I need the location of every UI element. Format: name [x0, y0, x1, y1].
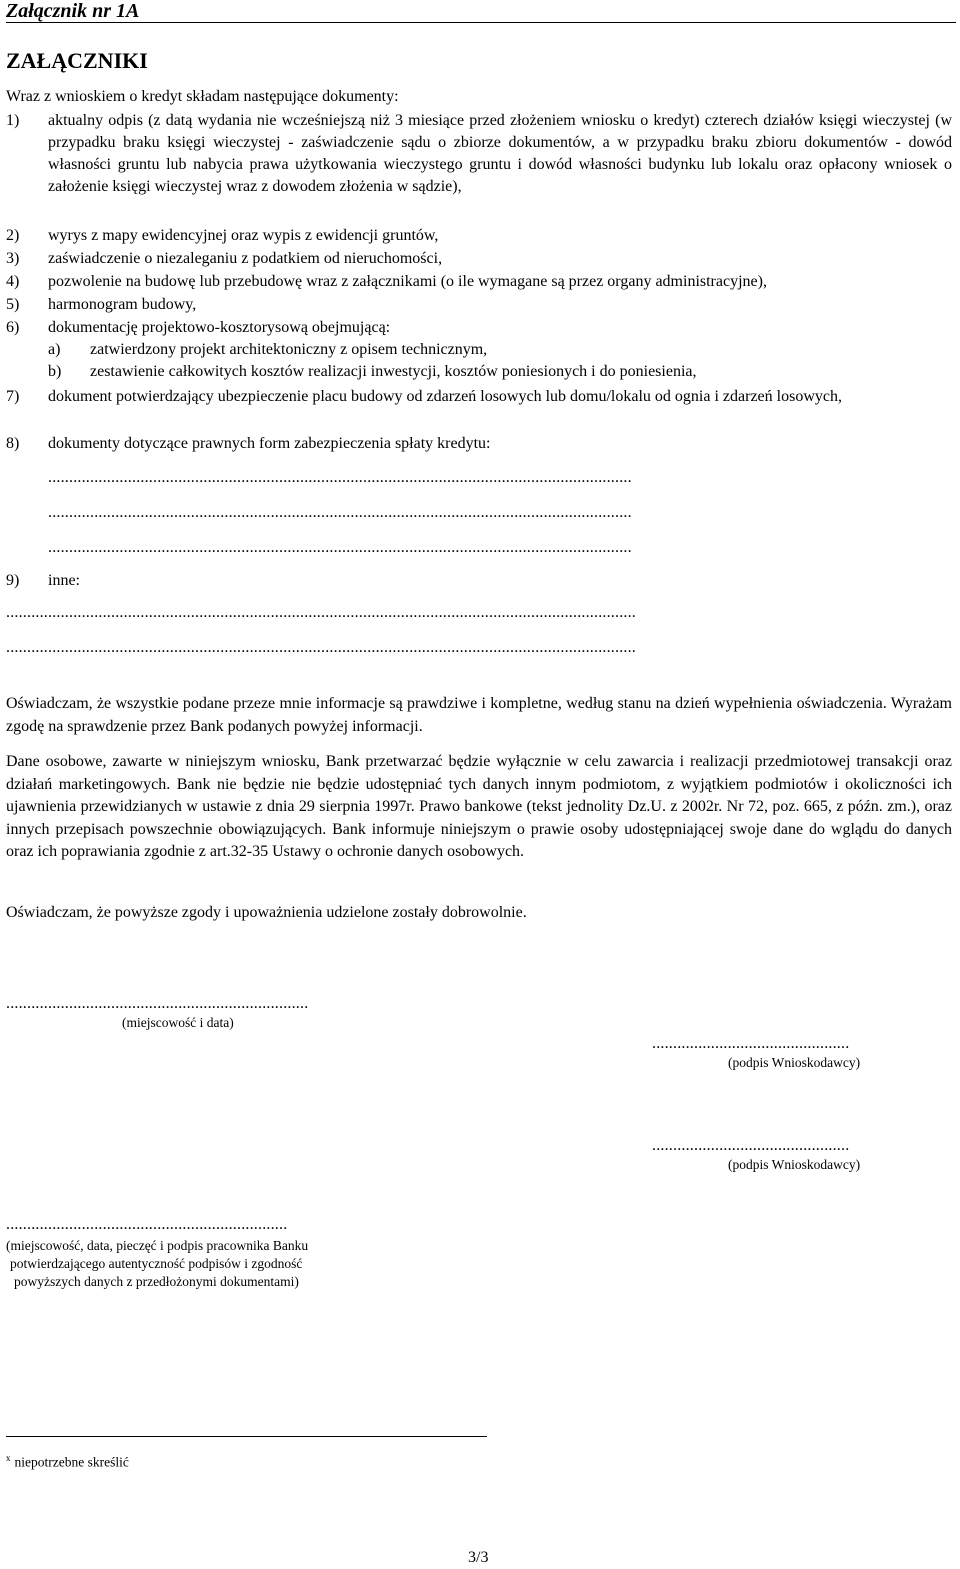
list-item-text: dokumenty dotyczące prawnych form zabezpieczenia spłaty kredytu: — [48, 435, 491, 452]
list-item-text: inne: — [48, 572, 80, 589]
footnote — [6, 1449, 129, 1472]
footnote-marker: x — [6, 1453, 11, 1463]
bank-caption-line-2: potwierdzającego autentyczność podpisów i zgodność — [10, 1256, 303, 1271]
list-item-6 — [6, 317, 952, 339]
sub-item-letter: a) — [48, 341, 61, 358]
page-number: 3/3 — [468, 1549, 489, 1566]
consent-paragraph: Oświadczam, że powyższe zgody i upoważnienia udzielone zostały dobrowolnie. — [6, 904, 527, 921]
place-date-caption: (miejscowość i data) — [122, 1015, 234, 1030]
signature-line-bank: ................................................................... — [6, 1216, 288, 1233]
fill-line: ........................................................................................................................................... — [48, 469, 632, 486]
sub-item-text: zatwierdzony projekt architektoniczny z opisem technicznym, — [90, 341, 488, 358]
list-item-text: wyrys z mapy ewidencyjnej oraz wypis z ewidencji gruntów, — [48, 227, 439, 244]
list-item-number: 2) — [6, 227, 20, 244]
footnote-text: niepotrzebne skreślić — [14, 1454, 129, 1470]
fill-line: ...................................................................................................................................................... — [6, 639, 636, 656]
header-divider — [6, 22, 956, 23]
fill-line: ........................................................................................................................................... — [48, 539, 632, 556]
sub-item-text: zestawienie całkowitych kosztów realizacji inwestycji, kosztów poniesionych i do poniesienia, — [90, 363, 697, 380]
declaration-paragraph: Oświadczam, że wszystkie podane przeze mnie informacje są prawdziwe i kompletne, według stanu na dzień wypełnienia oświadczenia. Wyrażam zgodę na sprawdzenie przez Bank podanych powyżej informacji. — [6, 695, 952, 735]
list-item-number: 5) — [6, 296, 20, 313]
list-item-text: dokument potwierdzający ubezpieczenie placu budowy od zdarzeń losowych lub domu/lokalu od ognia i zdarzeń losowych, — [48, 388, 842, 405]
list-item-1 — [6, 110, 952, 198]
header-title: Załącznik nr 1A — [6, 0, 140, 22]
bank-caption-line-1: (miejscowość, data, pieczęć i podpis pracownika Banku — [6, 1238, 309, 1253]
list-item-text: harmonogram budowy, — [48, 296, 197, 313]
signature-line-place-date: ........................................................................ — [6, 995, 309, 1012]
list-item-3 — [6, 248, 952, 270]
list-item-text: aktualny odpis (z datą wydania nie wcześniejszą niż 3 miesiące przed złożeniem wniosku o kredyt) czterech działów księgi wieczystej (w przypadku braku księgi wieczystej - zaświadczenie sądu o zbiorze dokumentów, a w przypadku braku zbioru dokumentów - dowód własności gruntu lub nabycia prawa użytkowania wieczystego gruntu i dowód własności budynku lub lokalu oraz opłacony wniosek o założenie księgi wieczystej wraz z dowodem złożenia w sądzie), — [48, 112, 952, 195]
list-item-number: 6) — [6, 319, 20, 336]
list-item-5 — [6, 294, 952, 316]
list-item-8 — [6, 433, 952, 455]
bank-caption-line-3: powyższych danych z przedłożonymi dokumentami) — [14, 1274, 299, 1289]
list-item-4 — [6, 271, 952, 293]
list-item-number: 9) — [6, 572, 20, 589]
list-item-text: pozwolenie na budowę lub przebudowę wraz z załącznikami (o ile wymagane są przez organy administracyjne), — [48, 273, 767, 290]
list-item-7 — [6, 384, 952, 409]
list-item-number: 1) — [6, 112, 20, 129]
list-item-text: zaświadczenie o niezaleganiu z podatkiem od nieruchomości, — [48, 250, 443, 267]
list-item-9 — [6, 570, 952, 592]
list-item-number: 4) — [6, 273, 20, 290]
fill-line: ...................................................................................................................................................... — [6, 604, 636, 621]
sub-item-b — [48, 361, 948, 383]
signature-line-applicant-2: ............................................... — [652, 1137, 850, 1154]
section-title: ZAŁĄCZNIKI — [6, 48, 148, 73]
applicant-signature-caption-1: (podpis Wnioskodawcy) — [728, 1055, 861, 1070]
list-item-number: 7) — [6, 388, 20, 405]
applicant-signature-caption-2: (podpis Wnioskodawcy) — [728, 1157, 861, 1172]
list-item-2 — [6, 225, 952, 247]
fill-line: ........................................................................................................................................... — [48, 504, 632, 521]
footnote-divider — [6, 1436, 487, 1437]
signature-line-applicant-1: ............................................... — [652, 1035, 850, 1052]
list-item-number: 8) — [6, 435, 20, 452]
list-item-number: 3) — [6, 250, 20, 267]
intro-text: Wraz z wnioskiem o kredyt składam następujące dokumenty: — [6, 88, 399, 105]
sub-item-letter: b) — [48, 363, 62, 380]
data-protection-paragraph: Dane osobowe, zawarte w niniejszym wniosku, Bank przetwarzać będzie wyłącznie w celu zawarcia i realizacji przedmiotowej transakcji oraz działań marketingowych. Bank nie będzie nie będzie udostępniać tych danych innym podmiotom, z wyjątkiem podmiotów i okoliczności ich ujawnienia przewidzianych w ustawie z dnia 29 sierpnia 1997r. Prawo bankowe (tekst jednolity Dz.U. z 2002r. Nr 72, poz. 665, z późn. zm.), oraz innych przepisach powszechnie obowiązujących. Bank informuje niniejszym o prawie osoby udostępniającej swoje dane do wglądu do danych oraz ich poprawiania zgodnie z art.32-35 Ustawy o ochronie danych osobowych. — [6, 753, 952, 860]
sub-item-a — [48, 339, 948, 361]
list-item-text: dokumentację projektowo-kosztorysową obejmującą: — [48, 319, 391, 336]
